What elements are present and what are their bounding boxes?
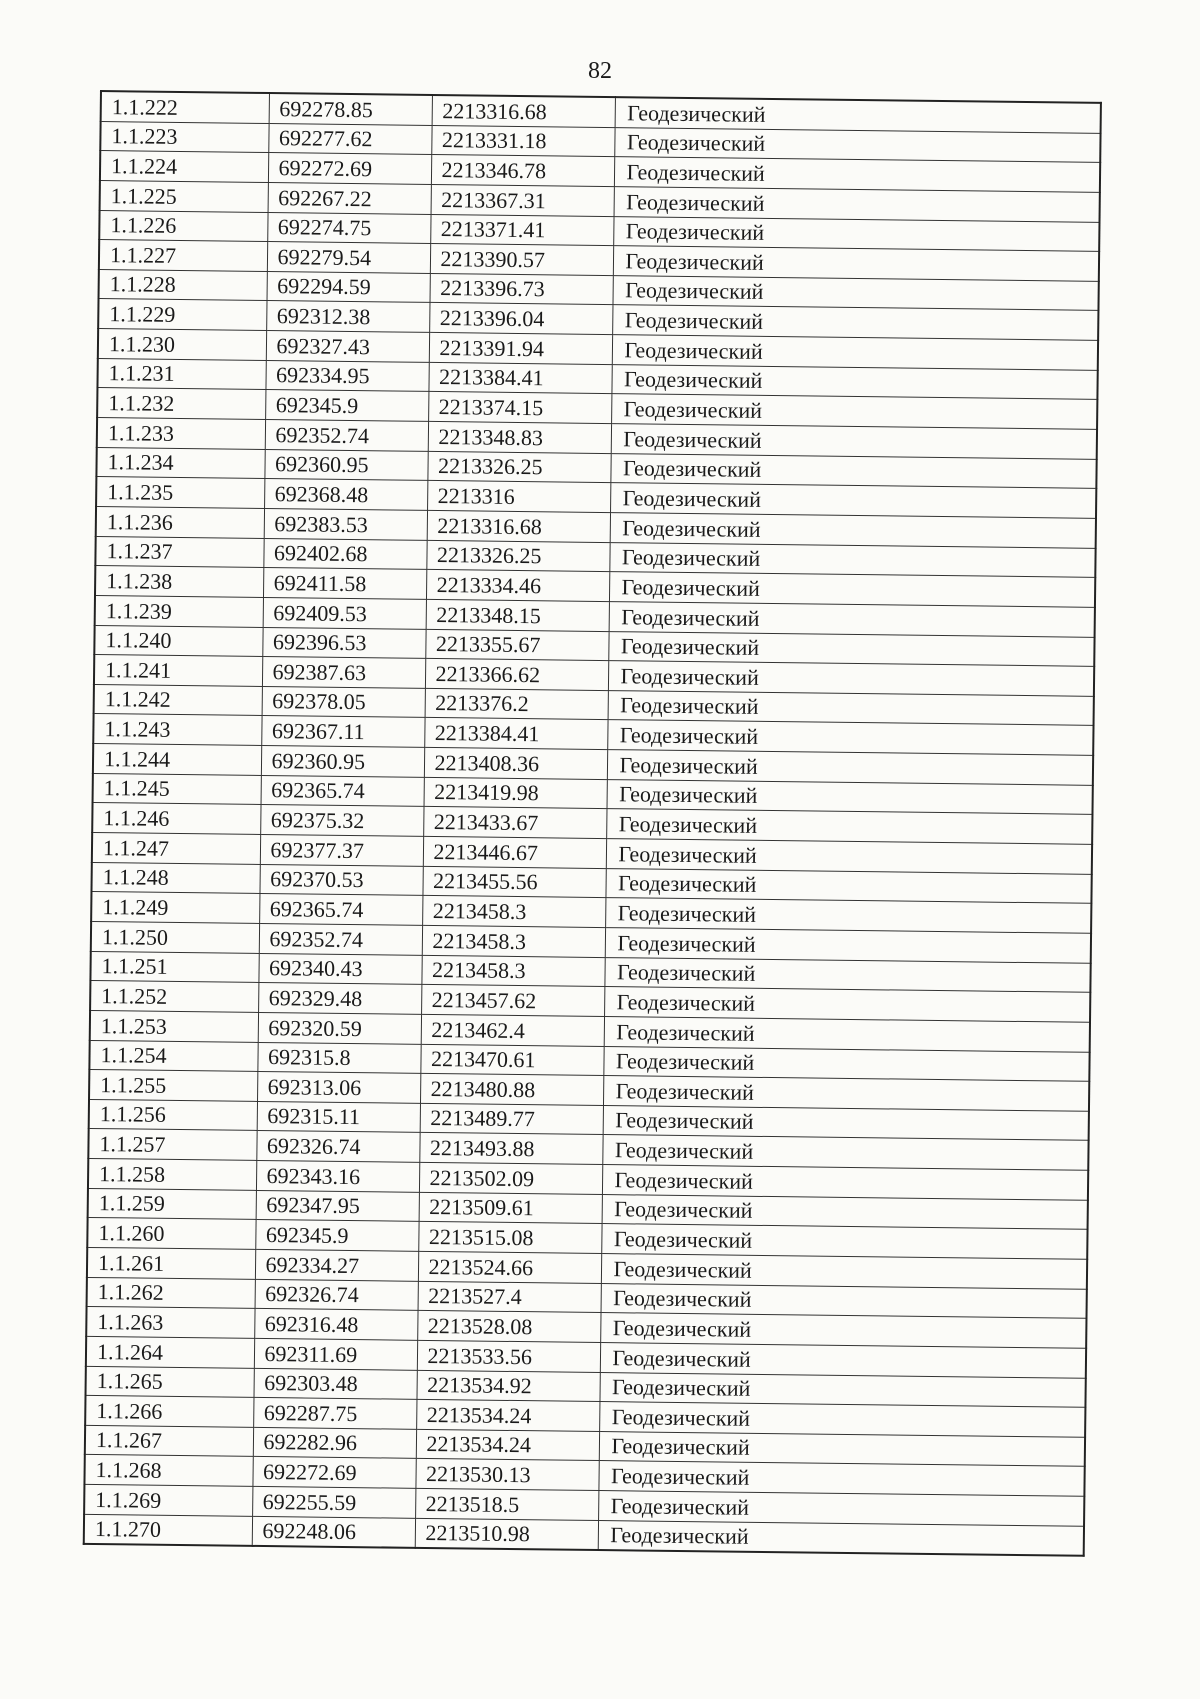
- measurement-type-cell: Геодезический: [611, 394, 1097, 429]
- point-id-cell: 1.1.239: [95, 595, 263, 627]
- x-coordinate-cell: 692274.75: [267, 212, 430, 244]
- y-coordinate-cell: 2213396.73: [429, 273, 612, 305]
- point-id-cell: 1.1.264: [86, 1336, 254, 1368]
- x-coordinate-cell: 692402.68: [263, 538, 426, 570]
- measurement-type-cell: Геодезический: [607, 720, 1093, 755]
- x-coordinate-cell: 692248.06: [252, 1516, 415, 1548]
- point-id-cell: 1.1.261: [87, 1247, 255, 1279]
- measurement-type-cell: Геодезический: [608, 661, 1094, 696]
- measurement-type-cell: Геодезический: [601, 1254, 1087, 1289]
- point-id-cell: 1.1.222: [101, 91, 269, 123]
- point-id-cell: 1.1.260: [87, 1218, 255, 1250]
- measurement-type-cell: Геодезический: [600, 1313, 1086, 1348]
- point-id-cell: 1.1.268: [84, 1455, 252, 1487]
- y-coordinate-cell: 2213348.15: [426, 599, 609, 631]
- point-id-cell: 1.1.234: [96, 447, 264, 479]
- measurement-type-cell: Геодезический: [603, 1076, 1089, 1111]
- y-coordinate-cell: 2213331.18: [431, 125, 614, 157]
- y-coordinate-cell: 2213408.36: [424, 747, 607, 779]
- y-coordinate-cell: 2213376.2: [425, 688, 608, 720]
- x-coordinate-cell: 692311.69: [254, 1338, 417, 1370]
- measurement-type-cell: Геодезический: [607, 750, 1093, 785]
- y-coordinate-cell: 2213489.77: [420, 1103, 603, 1135]
- measurement-type-cell: Геодезический: [610, 483, 1096, 518]
- y-coordinate-cell: 2213515.08: [418, 1222, 601, 1254]
- measurement-type-cell: Геодезический: [613, 216, 1099, 251]
- y-coordinate-cell: 2213346.78: [431, 155, 614, 187]
- y-coordinate-cell: 2213366.62: [425, 659, 608, 691]
- point-id-cell: 1.1.246: [92, 803, 260, 835]
- point-id-cell: 1.1.253: [90, 1010, 258, 1042]
- measurement-type-cell: Геодезический: [605, 898, 1091, 933]
- measurement-type-cell: Геодезический: [600, 1342, 1086, 1377]
- measurement-type-cell: Геодезический: [599, 1431, 1085, 1466]
- point-id-cell: 1.1.231: [97, 358, 265, 390]
- y-coordinate-cell: 2213534.92: [416, 1370, 599, 1402]
- point-id-cell: 1.1.252: [90, 981, 258, 1013]
- x-coordinate-cell: 692313.06: [257, 1072, 420, 1104]
- point-id-cell: 1.1.259: [88, 1188, 256, 1220]
- x-coordinate-cell: 692294.59: [267, 271, 430, 303]
- point-id-cell: 1.1.270: [84, 1514, 252, 1546]
- y-coordinate-cell: 2213391.94: [429, 333, 612, 365]
- x-coordinate-cell: 692329.48: [258, 983, 421, 1015]
- y-coordinate-cell: 2213419.98: [424, 777, 607, 809]
- x-coordinate-cell: 692282.96: [253, 1427, 416, 1459]
- y-coordinate-cell: 2213396.04: [429, 303, 612, 335]
- measurement-type-cell: Геодезический: [606, 839, 1092, 874]
- measurement-type-cell: Геодезический: [602, 1165, 1088, 1200]
- y-coordinate-cell: 2213493.88: [419, 1133, 602, 1165]
- measurement-type-cell: Геодезический: [609, 542, 1095, 577]
- y-coordinate-cell: 2213457.62: [421, 985, 604, 1017]
- x-coordinate-cell: 692303.48: [253, 1368, 416, 1400]
- measurement-type-cell: Геодезический: [603, 1046, 1089, 1081]
- point-id-cell: 1.1.258: [88, 1158, 256, 1190]
- point-id-cell: 1.1.245: [93, 773, 261, 805]
- x-coordinate-cell: 692387.63: [262, 657, 425, 689]
- point-id-cell: 1.1.227: [99, 240, 267, 272]
- x-coordinate-cell: 692320.59: [258, 1012, 421, 1044]
- y-coordinate-cell: 2213455.56: [422, 866, 605, 898]
- x-coordinate-cell: 692367.11: [261, 716, 424, 748]
- y-coordinate-cell: 2213355.67: [425, 629, 608, 661]
- y-coordinate-cell: 2213518.5: [415, 1488, 598, 1520]
- x-coordinate-cell: 692279.54: [267, 242, 430, 274]
- measurement-type-cell: Геодезический: [606, 809, 1092, 844]
- x-coordinate-cell: 692316.48: [254, 1309, 417, 1341]
- x-coordinate-cell: 692255.59: [252, 1487, 415, 1519]
- x-coordinate-cell: 692326.74: [255, 1279, 418, 1311]
- x-coordinate-cell: 692365.74: [259, 894, 422, 926]
- measurement-type-cell: Геодезический: [610, 453, 1096, 488]
- point-id-cell: 1.1.251: [90, 951, 258, 983]
- point-id-cell: 1.1.250: [91, 921, 259, 953]
- point-id-cell: 1.1.244: [93, 744, 261, 776]
- x-coordinate-cell: 692272.69: [252, 1457, 415, 1489]
- point-id-cell: 1.1.226: [99, 210, 267, 242]
- measurement-type-cell: Геодезический: [602, 1194, 1088, 1229]
- x-coordinate-cell: 692360.95: [261, 746, 424, 778]
- measurement-type-cell: Геодезический: [607, 779, 1093, 814]
- measurement-type-cell: Геодезический: [615, 97, 1101, 133]
- y-coordinate-cell: 2213371.41: [430, 214, 613, 246]
- point-id-cell: 1.1.255: [89, 1070, 257, 1102]
- point-id-cell: 1.1.240: [94, 625, 262, 657]
- point-id-cell: 1.1.254: [89, 1040, 257, 1072]
- y-coordinate-cell: 2213348.83: [428, 421, 611, 453]
- measurement-type-cell: Геодезический: [609, 601, 1095, 636]
- x-coordinate-cell: 692334.27: [255, 1249, 418, 1281]
- x-coordinate-cell: 692334.95: [265, 360, 428, 392]
- measurement-type-cell: Геодезический: [611, 364, 1097, 399]
- coordinates-table-body: [84, 91, 1101, 1556]
- point-id-cell: 1.1.229: [98, 299, 266, 331]
- x-coordinate-cell: 692409.53: [263, 597, 426, 629]
- x-coordinate-cell: 692267.22: [268, 182, 431, 214]
- x-coordinate-cell: 692278.85: [269, 93, 432, 125]
- y-coordinate-cell: 2213316.68: [432, 95, 615, 127]
- y-coordinate-cell: 2213458.3: [422, 925, 605, 957]
- measurement-type-cell: Геодезический: [612, 305, 1098, 340]
- x-coordinate-cell: 692352.74: [259, 923, 422, 955]
- point-id-cell: 1.1.257: [88, 1129, 256, 1161]
- x-coordinate-cell: 692365.74: [261, 775, 424, 807]
- point-id-cell: 1.1.266: [85, 1396, 253, 1428]
- point-id-cell: 1.1.233: [97, 418, 265, 450]
- y-coordinate-cell: 2213326.25: [427, 451, 610, 483]
- y-coordinate-cell: 2213458.3: [421, 955, 604, 987]
- y-coordinate-cell: 2213390.57: [430, 244, 613, 276]
- y-coordinate-cell: 2213384.41: [428, 362, 611, 394]
- x-coordinate-cell: 692312.38: [266, 301, 429, 333]
- point-id-cell: 1.1.263: [86, 1307, 254, 1339]
- y-coordinate-cell: 2213509.61: [419, 1192, 602, 1224]
- x-coordinate-cell: 692378.05: [262, 686, 425, 718]
- x-coordinate-cell: 692352.74: [265, 420, 428, 452]
- x-coordinate-cell: 692345.9: [265, 390, 428, 422]
- measurement-type-cell: Геодезический: [604, 1016, 1090, 1051]
- coordinates-table-container: [83, 90, 1100, 1557]
- y-coordinate-cell: 2213534.24: [416, 1429, 599, 1461]
- measurement-type-cell: Геодезический: [601, 1283, 1087, 1318]
- measurement-type-cell: Геодезический: [612, 335, 1098, 370]
- x-coordinate-cell: 692377.37: [260, 834, 423, 866]
- measurement-type-cell: Геодезический: [601, 1224, 1087, 1259]
- point-id-cell: 1.1.269: [84, 1485, 252, 1517]
- measurement-type-cell: Геодезический: [604, 987, 1090, 1022]
- coordinates-table: [83, 90, 1102, 1557]
- x-coordinate-cell: 692375.32: [260, 805, 423, 837]
- measurement-type-cell: Геодезический: [613, 246, 1099, 281]
- measurement-type-cell: Геодезический: [611, 424, 1097, 459]
- point-id-cell: 1.1.225: [100, 180, 268, 212]
- y-coordinate-cell: 2213334.46: [426, 570, 609, 602]
- measurement-type-cell: Геодезический: [608, 690, 1094, 725]
- measurement-type-cell: Геодезический: [610, 513, 1096, 548]
- point-id-cell: 1.1.241: [94, 655, 262, 687]
- y-coordinate-cell: 2213502.09: [419, 1162, 602, 1194]
- point-id-cell: 1.1.248: [91, 862, 259, 894]
- measurement-type-cell: Геодезический: [599, 1372, 1085, 1407]
- measurement-type-cell: Геодезический: [605, 927, 1091, 962]
- y-coordinate-cell: 2213367.31: [431, 184, 614, 216]
- point-id-cell: 1.1.256: [89, 1099, 257, 1131]
- x-coordinate-cell: 692326.74: [256, 1131, 419, 1163]
- x-coordinate-cell: 692343.16: [256, 1160, 419, 1192]
- measurement-type-cell: Геодезический: [603, 1105, 1089, 1140]
- x-coordinate-cell: 692340.43: [258, 953, 421, 985]
- measurement-type-cell: Геодезический: [614, 187, 1100, 222]
- measurement-type-cell: Геодезический: [609, 572, 1095, 607]
- x-coordinate-cell: 692272.69: [268, 153, 431, 185]
- x-coordinate-cell: 692315.8: [257, 1042, 420, 1074]
- measurement-type-cell: Геодезический: [608, 631, 1094, 666]
- y-coordinate-cell: 2213534.24: [416, 1400, 599, 1432]
- measurement-type-cell: Геодезический: [605, 868, 1091, 903]
- x-coordinate-cell: 692347.95: [256, 1190, 419, 1222]
- y-coordinate-cell: 2213527.4: [418, 1281, 601, 1313]
- point-id-cell: 1.1.242: [94, 684, 262, 716]
- point-id-cell: 1.1.265: [86, 1366, 254, 1398]
- point-id-cell: 1.1.223: [100, 121, 268, 153]
- y-coordinate-cell: 2213384.41: [424, 718, 607, 750]
- point-id-cell: 1.1.230: [98, 329, 266, 361]
- point-id-cell: 1.1.237: [95, 536, 263, 568]
- point-id-cell: 1.1.243: [93, 714, 261, 746]
- y-coordinate-cell: 2213470.61: [420, 1044, 603, 1076]
- point-id-cell: 1.1.249: [91, 892, 259, 924]
- y-coordinate-cell: 2213462.4: [421, 1014, 604, 1046]
- y-coordinate-cell: 2213533.56: [417, 1340, 600, 1372]
- x-coordinate-cell: 692396.53: [262, 627, 425, 659]
- x-coordinate-cell: 692327.43: [266, 331, 429, 363]
- point-id-cell: 1.1.232: [97, 388, 265, 420]
- point-id-cell: 1.1.262: [87, 1277, 255, 1309]
- measurement-type-cell: Геодезический: [598, 1491, 1084, 1526]
- measurement-type-cell: Геодезический: [614, 157, 1100, 192]
- y-coordinate-cell: 2213316: [427, 481, 610, 513]
- y-coordinate-cell: 2213510.98: [415, 1518, 598, 1550]
- measurement-type-cell: Геодезический: [604, 957, 1090, 992]
- x-coordinate-cell: 692277.62: [268, 123, 431, 155]
- x-coordinate-cell: 692315.11: [257, 1101, 420, 1133]
- y-coordinate-cell: 2213326.25: [426, 540, 609, 572]
- measurement-type-cell: Геодезический: [598, 1520, 1084, 1556]
- x-coordinate-cell: 692383.53: [264, 508, 427, 540]
- y-coordinate-cell: 2213530.13: [415, 1459, 598, 1491]
- point-id-cell: 1.1.247: [92, 832, 260, 864]
- x-coordinate-cell: 692360.95: [264, 449, 427, 481]
- x-coordinate-cell: 692287.75: [253, 1398, 416, 1430]
- y-coordinate-cell: 2213316.68: [427, 510, 610, 542]
- x-coordinate-cell: 692370.53: [259, 864, 422, 896]
- measurement-type-cell: Геодезический: [614, 127, 1100, 162]
- point-id-cell: 1.1.236: [96, 506, 264, 538]
- point-id-cell: 1.1.224: [100, 151, 268, 183]
- x-coordinate-cell: 692368.48: [264, 479, 427, 511]
- point-id-cell: 1.1.267: [85, 1425, 253, 1457]
- y-coordinate-cell: 2213374.15: [428, 392, 611, 424]
- x-coordinate-cell: 692345.9: [255, 1220, 418, 1252]
- y-coordinate-cell: 2213480.88: [420, 1074, 603, 1106]
- point-id-cell: 1.1.235: [96, 477, 264, 509]
- y-coordinate-cell: 2213446.67: [423, 836, 606, 868]
- x-coordinate-cell: 692411.58: [263, 568, 426, 600]
- y-coordinate-cell: 2213524.66: [418, 1251, 601, 1283]
- page-number: 82: [588, 58, 612, 84]
- measurement-type-cell: Геодезический: [599, 1402, 1085, 1437]
- y-coordinate-cell: 2213528.08: [417, 1311, 600, 1343]
- measurement-type-cell: Геодезический: [602, 1135, 1088, 1170]
- point-id-cell: 1.1.228: [99, 269, 267, 301]
- point-id-cell: 1.1.238: [95, 566, 263, 598]
- y-coordinate-cell: 2213433.67: [423, 807, 606, 839]
- measurement-type-cell: Геодезический: [598, 1461, 1084, 1496]
- y-coordinate-cell: 2213458.3: [422, 896, 605, 928]
- measurement-type-cell: Геодезический: [612, 275, 1098, 310]
